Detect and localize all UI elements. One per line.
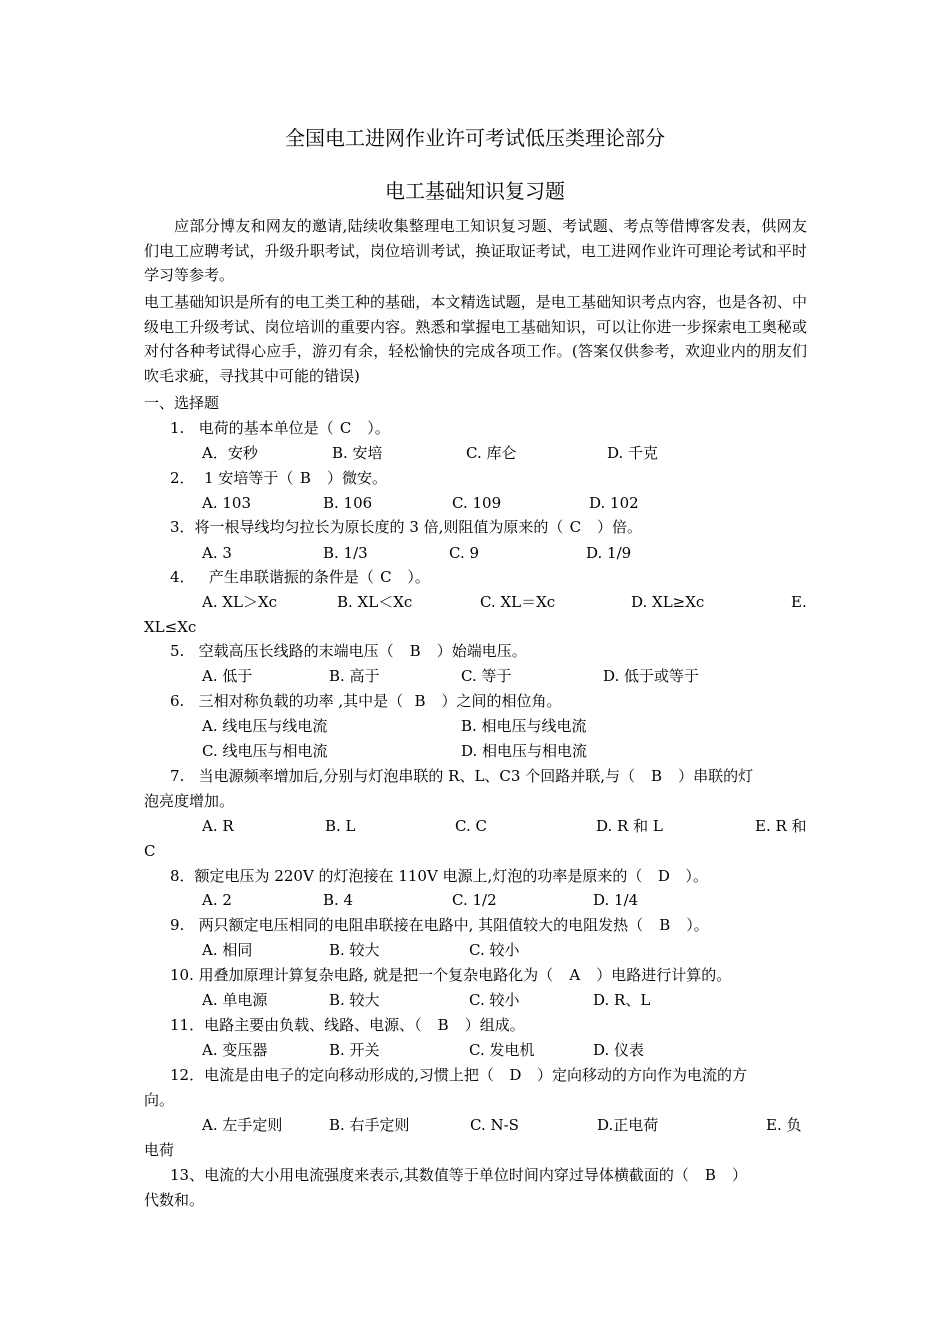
question-text: 三相对称负载的功率 ,其中是（	[198, 692, 404, 710]
option-b: B. 右手定则	[329, 1116, 410, 1134]
question-3	[170, 517, 642, 537]
option-d: D.正电荷	[597, 1116, 659, 1134]
option-e-continued: C	[144, 842, 156, 860]
option-e-continued: XL≤Xc	[144, 618, 197, 636]
question-number: 5.	[170, 642, 185, 660]
question-text-end: ）。	[685, 867, 708, 885]
question-text-end: ）微安。	[326, 469, 387, 487]
document-title: 全国电工进网作业许可考试低压类理论部分	[285, 126, 665, 150]
question-9	[170, 915, 709, 935]
option-b: B. 4	[323, 891, 354, 909]
option-d: D. R、L	[593, 991, 651, 1009]
answer: B	[409, 642, 421, 660]
option-d: D. 相电压与相电流	[461, 742, 588, 760]
answer: C	[380, 568, 392, 586]
answer: C	[569, 518, 582, 536]
answer: D	[509, 1066, 522, 1084]
question-text: 1 安培等于（	[204, 469, 294, 487]
option-b: B. 较大	[329, 991, 380, 1009]
option-b: B. 1/3	[323, 544, 368, 562]
question-text-end: ）电路进行计算的。	[596, 966, 732, 984]
option-b: B. L	[325, 817, 356, 835]
option-a: A. 低于	[202, 667, 253, 685]
option-c: C. 库仑	[466, 444, 517, 462]
section-heading: 一、选择题	[144, 394, 220, 412]
answer: B	[414, 692, 426, 710]
question-text: 当电源频率增加后,分别与灯泡串联的 R、L、C3 个回路并联,与（	[198, 767, 635, 785]
question-number: 13、	[170, 1166, 205, 1184]
question-number: 7.	[170, 767, 185, 785]
answer: B	[651, 767, 663, 785]
option-b: B. XL＜Xc	[337, 593, 413, 611]
option-d: D. 千克	[607, 444, 659, 462]
question-text: 产生串联谐振的条件是（	[208, 568, 374, 586]
option-c: C. 9	[449, 544, 480, 562]
question-2	[170, 468, 387, 488]
option-c: C. 等于	[461, 667, 512, 685]
question-text-end: ）始端电压。	[436, 642, 527, 660]
question-11	[170, 1015, 525, 1035]
question-text-end: ）。	[407, 568, 430, 586]
question-4	[170, 567, 430, 587]
question-number: 12．	[170, 1066, 205, 1084]
option-b: B. 较大	[329, 941, 380, 959]
question-number: 6.	[170, 692, 185, 710]
question-text: 将一根导线均匀拉长为原长度的 3 倍,则阻值为原来的（	[194, 518, 564, 536]
option-c: C. 发电机	[469, 1041, 535, 1059]
option-b: B. 相电压与线电流	[461, 717, 587, 735]
question-12-continued: 向。	[144, 1091, 175, 1109]
option-d: D. 1/9	[586, 544, 632, 562]
question-7	[170, 766, 753, 786]
option-a: A. XL＞Xc	[202, 593, 278, 611]
question-1	[170, 418, 390, 438]
option-a: A. 线电压与线电流	[202, 717, 328, 735]
option-c: C. 较小	[469, 941, 520, 959]
answer: B	[299, 469, 311, 487]
question-10	[170, 965, 731, 985]
option-c: C. 109	[452, 494, 502, 512]
question-text: 额定电压为 220V 的灯泡接在 110V 电源上,灯泡的功率是原来的（	[194, 867, 643, 885]
option-b: B. 高于	[329, 667, 380, 685]
option-a: A. 103	[202, 494, 251, 512]
question-text: 用叠加原理计算复杂电路, 就是把一个复杂电路化为（	[198, 966, 554, 984]
option-a: A. 相同	[202, 941, 253, 959]
option-a: A. 变压器	[202, 1041, 268, 1059]
question-6	[170, 691, 562, 711]
question-13	[170, 1165, 747, 1185]
question-text-end: ）	[731, 1166, 747, 1184]
question-number: 3．	[170, 518, 195, 536]
question-text-end: ）定向移动的方向作为电流的方	[536, 1066, 747, 1084]
answer: A	[569, 966, 581, 984]
question-number: 9.	[170, 916, 185, 934]
intro-paragraph-1: 应部分博友和网友的邀请,陆续收集整理电工知识复习题、考试题、考点等借博客发表，供网友们电工应聘考试，升级升职考试，岗位培训考试，换证取证考试，电工进网作业许可理论考试和平时学习等参考。	[144, 217, 807, 285]
question-text: 电流的大小用电流强度来表示,其数值等于单位时间内穿过导体横截面的（	[204, 1166, 689, 1184]
option-e: E. R 和	[755, 817, 807, 835]
option-b: B. 开关	[329, 1041, 380, 1059]
option-d: D. 低于或等于	[603, 667, 700, 685]
option-b: B. 安培	[332, 444, 383, 462]
option-c: C. 1/2	[452, 891, 497, 909]
question-number: 8．	[170, 867, 195, 885]
answer: D	[657, 867, 670, 885]
question-text: 两只额定电压相同的电阻串联接在电路中, 其阻值较大的电阻发热（	[198, 916, 644, 934]
question-text: 电荷的基本单位是（	[198, 419, 334, 437]
question-text-end: ）倍。	[596, 518, 642, 536]
option-e: E. 负	[766, 1116, 802, 1134]
question-number: 11．	[170, 1016, 205, 1034]
option-a: A. 2	[202, 891, 232, 909]
question-text: 空载高压长线路的末端电压（	[198, 642, 394, 660]
document-subtitle: 电工基础知识复习题	[385, 179, 565, 203]
answer: B	[659, 916, 671, 934]
option-a: A. 3	[202, 544, 232, 562]
question-text-end: ）。	[686, 916, 709, 934]
option-c: C. C	[455, 817, 487, 835]
option-d: D. R 和 L	[596, 817, 663, 835]
question-text-end: ）。	[367, 419, 390, 437]
question-text: 电路主要由负载、线路、电源、（	[204, 1016, 422, 1034]
option-c: C. N-S	[470, 1116, 519, 1134]
option-e: E.	[791, 593, 807, 611]
question-5	[170, 641, 527, 661]
option-a: A．安秒	[202, 444, 258, 462]
answer: C	[339, 419, 352, 437]
option-a: A. 单电源	[202, 991, 268, 1009]
question-number: 2．	[170, 469, 195, 487]
option-a: A. R	[202, 817, 234, 835]
option-d: D. 102	[589, 494, 639, 512]
question-12	[170, 1065, 747, 1085]
option-c: C. XL＝Xc	[480, 593, 556, 611]
option-c: C. 线电压与相电流	[202, 742, 328, 760]
question-13-continued: 代数和。	[144, 1191, 205, 1209]
option-d: D. 1/4	[593, 891, 639, 909]
question-number: 1.	[170, 419, 185, 437]
question-text-end: ）组成。	[464, 1016, 525, 1034]
option-e-continued: 电荷	[144, 1141, 175, 1159]
question-text-end: ）之间的相位角。	[441, 692, 562, 710]
question-number: 10.	[170, 966, 194, 984]
question-number: 4．	[170, 568, 195, 586]
option-c: C. 较小	[469, 991, 520, 1009]
option-d: D. 仪表	[593, 1041, 645, 1059]
option-d: D. XL≥Xc	[631, 593, 705, 611]
question-8	[170, 866, 708, 886]
answer: B	[704, 1166, 716, 1184]
question-7-continued: 泡亮度增加。	[144, 792, 235, 810]
answer: B	[437, 1016, 449, 1034]
option-a: A. 左手定则	[202, 1116, 283, 1134]
question-text-end: ）串联的灯	[678, 767, 754, 785]
option-b: B. 106	[323, 494, 373, 512]
intro-paragraph-2: 电工基础知识是所有的电工类工种的基础，本文精选试题，是电工基础知识考点内容，也是各初、中级电工升级考试、岗位培训的重要内容。熟悉和掌握电工基础知识，可以让你进一步探索电工奥秘或对付各种考试得心应手，游刃有余，轻松愉快的完成各项工作。(答案仅供参考，欢迎业内的朋友们吹毛求疵，寻找其中可能的错误)	[144, 293, 807, 386]
question-text: 电流是由电子的定向移动形成的,习惯上把（	[204, 1066, 494, 1084]
